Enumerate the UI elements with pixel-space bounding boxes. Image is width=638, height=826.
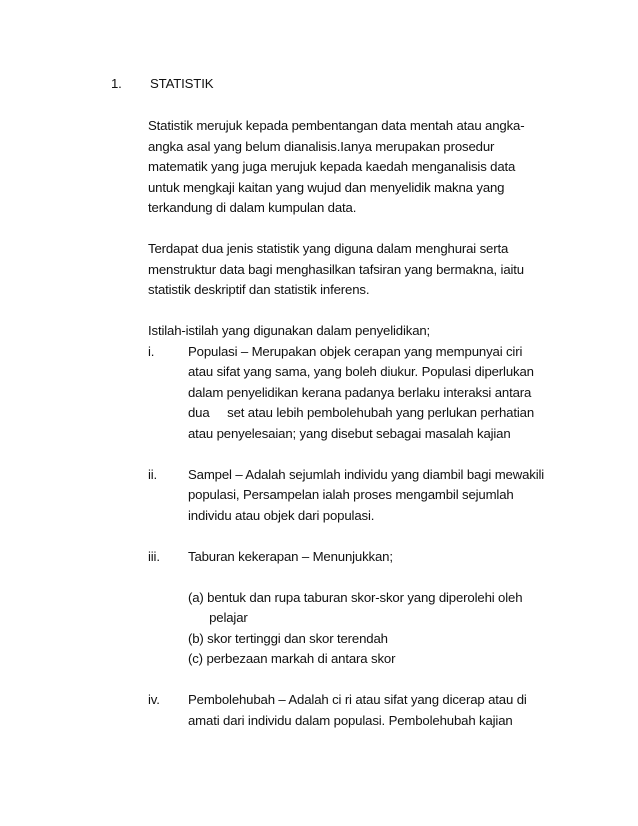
- term-line: dua set atau lebih pembolehubah yang perlukan perhatian: [188, 405, 535, 420]
- term-line: atau penyelesaian; yang disebut sebagai masalah kajian: [188, 426, 511, 441]
- paragraph-line: terkandung di dalam kumpulan data.: [148, 200, 357, 215]
- term-subitem: (b) skor tertinggi dan skor terendah: [188, 631, 388, 646]
- term-line: Populasi – Merupakan objek cerapan yang mempunyai ciri: [188, 344, 523, 359]
- term-line: populasi, Persampelan ialah proses mengambil sejumlah: [188, 487, 514, 502]
- paragraph-line: Statistik merujuk kepada pembentangan data mentah atau angka-: [148, 118, 525, 133]
- term-line: Pembolehubah – Adalah ci ri atau sifat yang dicerap atau di: [188, 692, 527, 707]
- term-line: atau sifat yang sama, yang boleh diukur. Populasi diperlukan: [188, 364, 534, 379]
- term-line: dalam penyelidikan kerana padanya berlaku interaksi antara: [188, 385, 532, 400]
- terms-intro: Istilah-istilah yang digunakan dalam penyelidikan;: [148, 323, 431, 338]
- term-subitem: (c) perbezaan markah di antara skor: [188, 651, 396, 666]
- paragraph-line: angka asal yang belum dianalisis.Ianya merupakan prosedur: [148, 139, 495, 154]
- paragraph-line: matematik yang juga merujuk kepada kaedah menganalisis data: [148, 159, 516, 174]
- term-line: individu atau objek dari populasi.: [188, 508, 375, 523]
- section-number: 1.: [111, 76, 122, 91]
- paragraph-line: Terdapat dua jenis statistik yang diguna dalam menghurai serta: [148, 241, 509, 256]
- paragraph-line: menstruktur data bagi menghasilkan tafsiran yang bermakna, iaitu: [148, 262, 524, 277]
- term-marker: i.: [148, 344, 155, 359]
- paragraph-line: untuk mengkaji kaitan yang wujud dan menyelidik makna yang: [148, 180, 505, 195]
- term-marker: iii.: [148, 549, 160, 564]
- term-subitem: (a) bentuk dan rupa taburan skor-skor yang diperolehi oleh: [188, 590, 523, 605]
- term-marker: ii.: [148, 467, 158, 482]
- paragraph-line: statistik deskriptif dan statistik inferens.: [148, 282, 370, 297]
- section-title: STATISTIK: [150, 76, 214, 91]
- term-marker: iv.: [148, 692, 160, 707]
- term-line: amati dari individu dalam populasi. Pembolehubah kajian: [188, 713, 513, 728]
- term-subitem: pelajar: [188, 610, 248, 625]
- term-line: Taburan kekerapan – Menunjukkan;: [188, 549, 393, 564]
- term-line: Sampel – Adalah sejumlah individu yang diambil bagi mewakili: [188, 467, 545, 482]
